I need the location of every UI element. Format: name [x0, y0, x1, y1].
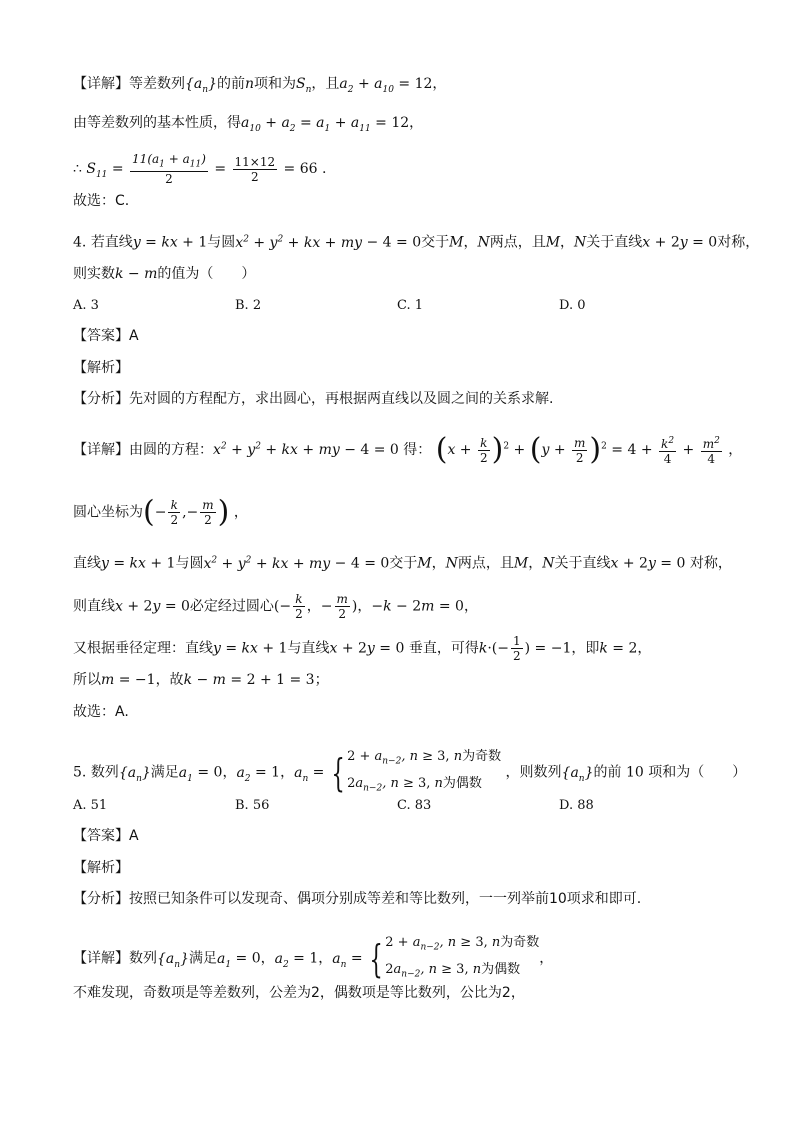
- q4-fenxi: 【分析】先对圆的方程配方，求出圆心，再根据两直线以及圆之间的关系求解.: [73, 391, 554, 407]
- text-line-property: 由等差数列的基本性质，得$a_{10} + a_2 = a_1 + a_{11} = 12$，: [73, 115, 424, 134]
- q4-detail-2: 圆心坐标为(− $\frac{k}{2}$ ,− $\frac{m}{2}$ ) ，: [73, 494, 248, 530]
- q5-option-b: B. 56: [235, 798, 270, 813]
- q4-option-c: C. 1: [397, 298, 424, 313]
- q4-detail-4: 则直线x + 2y = 0必定经过圆心(− $\frac{k}{2}$ ，− $\frac{m}{2}$ )，−k − 2m = 0，: [73, 592, 478, 621]
- q4-detail-7: 故选：A.: [73, 704, 129, 720]
- q5-option-a: A. 51: [73, 798, 108, 813]
- question-4-stem-2: 则实数k − m的值为（ ）: [73, 266, 256, 282]
- q4-option-a: A. 3: [73, 298, 99, 313]
- q4-detail-3: 直线y = kx + 1与圆$x^2 + y^2$ + kx + my − 4 = 0交于M，N两点，且M，N关于直线x + 2y = 0 对称，: [73, 555, 732, 572]
- q4-detail-1: 【详解】由圆的方程：$x^2 + y^2$ + kx + my − 4 = 0 得： (x + $\frac{k}{2}$ )$^2$ + (y + $\frac{m}{2}$ )$^2$ = 4 + $\frac{k^2}{4}$ + $\frac{m^2}{4}$ ，: [73, 432, 743, 467]
- q5-option-d: D. 88: [559, 798, 594, 813]
- q4-option-d: D. 0: [559, 298, 586, 313]
- q5-detail-2: 不难发现，奇数项是等差数列，公差为2，偶数项是等比数列，公比为2，: [73, 985, 525, 1001]
- text-line-sum-s11: ∴ $S_{11}$ = $\frac{11(a_1 + a_{11})}{2}$ = $\frac{11\times 12}{2}$ = 66 .: [73, 152, 327, 187]
- q4-answer: 【答案】A: [73, 328, 139, 344]
- q4-analysis-heading: 【解析】: [73, 360, 129, 376]
- q5-detail-1: 【详解】数列$\{a_n\}$满足$a_1 = 0$，$a_2 = 1$，$a_n$ = { $2 + a_{n-2}$, n ≥ 3, n为奇数 $2a_{n-2}$, n ≥ 3, n为偶数 ，: [73, 935, 554, 981]
- question-5-stem: 5. 数列$\{a_n\}$满足$a_1 = 0$，$a_2 = 1$，$a_n$ = { $2 + a_{n-2}$, n ≥ 3, n为奇数 $2a_{n-2}$, n ≥ 3, n为偶数 ，则数列$\{a_n\}$的前 10 项和为（ ）: [73, 749, 747, 795]
- q5-fenxi: 【分析】按照已知条件可以发现奇、偶项分别成等差和等比数列，一一列举前10项求和即可.: [73, 891, 642, 907]
- question-4-stem: 4. 若直线y = kx + 1与圆$x^2 + y^2$ + kx + my − 4 = 0交于M，N两点，且M，N关于直线x + 2y = 0对称，: [73, 234, 760, 251]
- q5-option-c: C. 83: [397, 798, 432, 813]
- text-line-choice-c: 故选：C.: [73, 193, 130, 209]
- q5-answer: 【答案】A: [73, 828, 139, 844]
- q4-detail-5: 又根据垂径定理：直线y = kx + 1与直线x + 2y = 0 垂直，可得k·(− $\frac{1}{2}$ ) = −1，即k = 2，: [73, 634, 652, 663]
- text-line-detail-q3: 【详解】等差数列$\{a_n\}$的前n项和为$S_n$，且$a_2 + a_{10} = 12$，: [73, 76, 447, 95]
- q5-analysis-heading: 【解析】: [73, 860, 129, 876]
- q4-option-b: B. 2: [235, 298, 262, 313]
- q4-detail-6: 所以m = −1，故k − m = 2 + 1 = 3；: [73, 672, 329, 688]
